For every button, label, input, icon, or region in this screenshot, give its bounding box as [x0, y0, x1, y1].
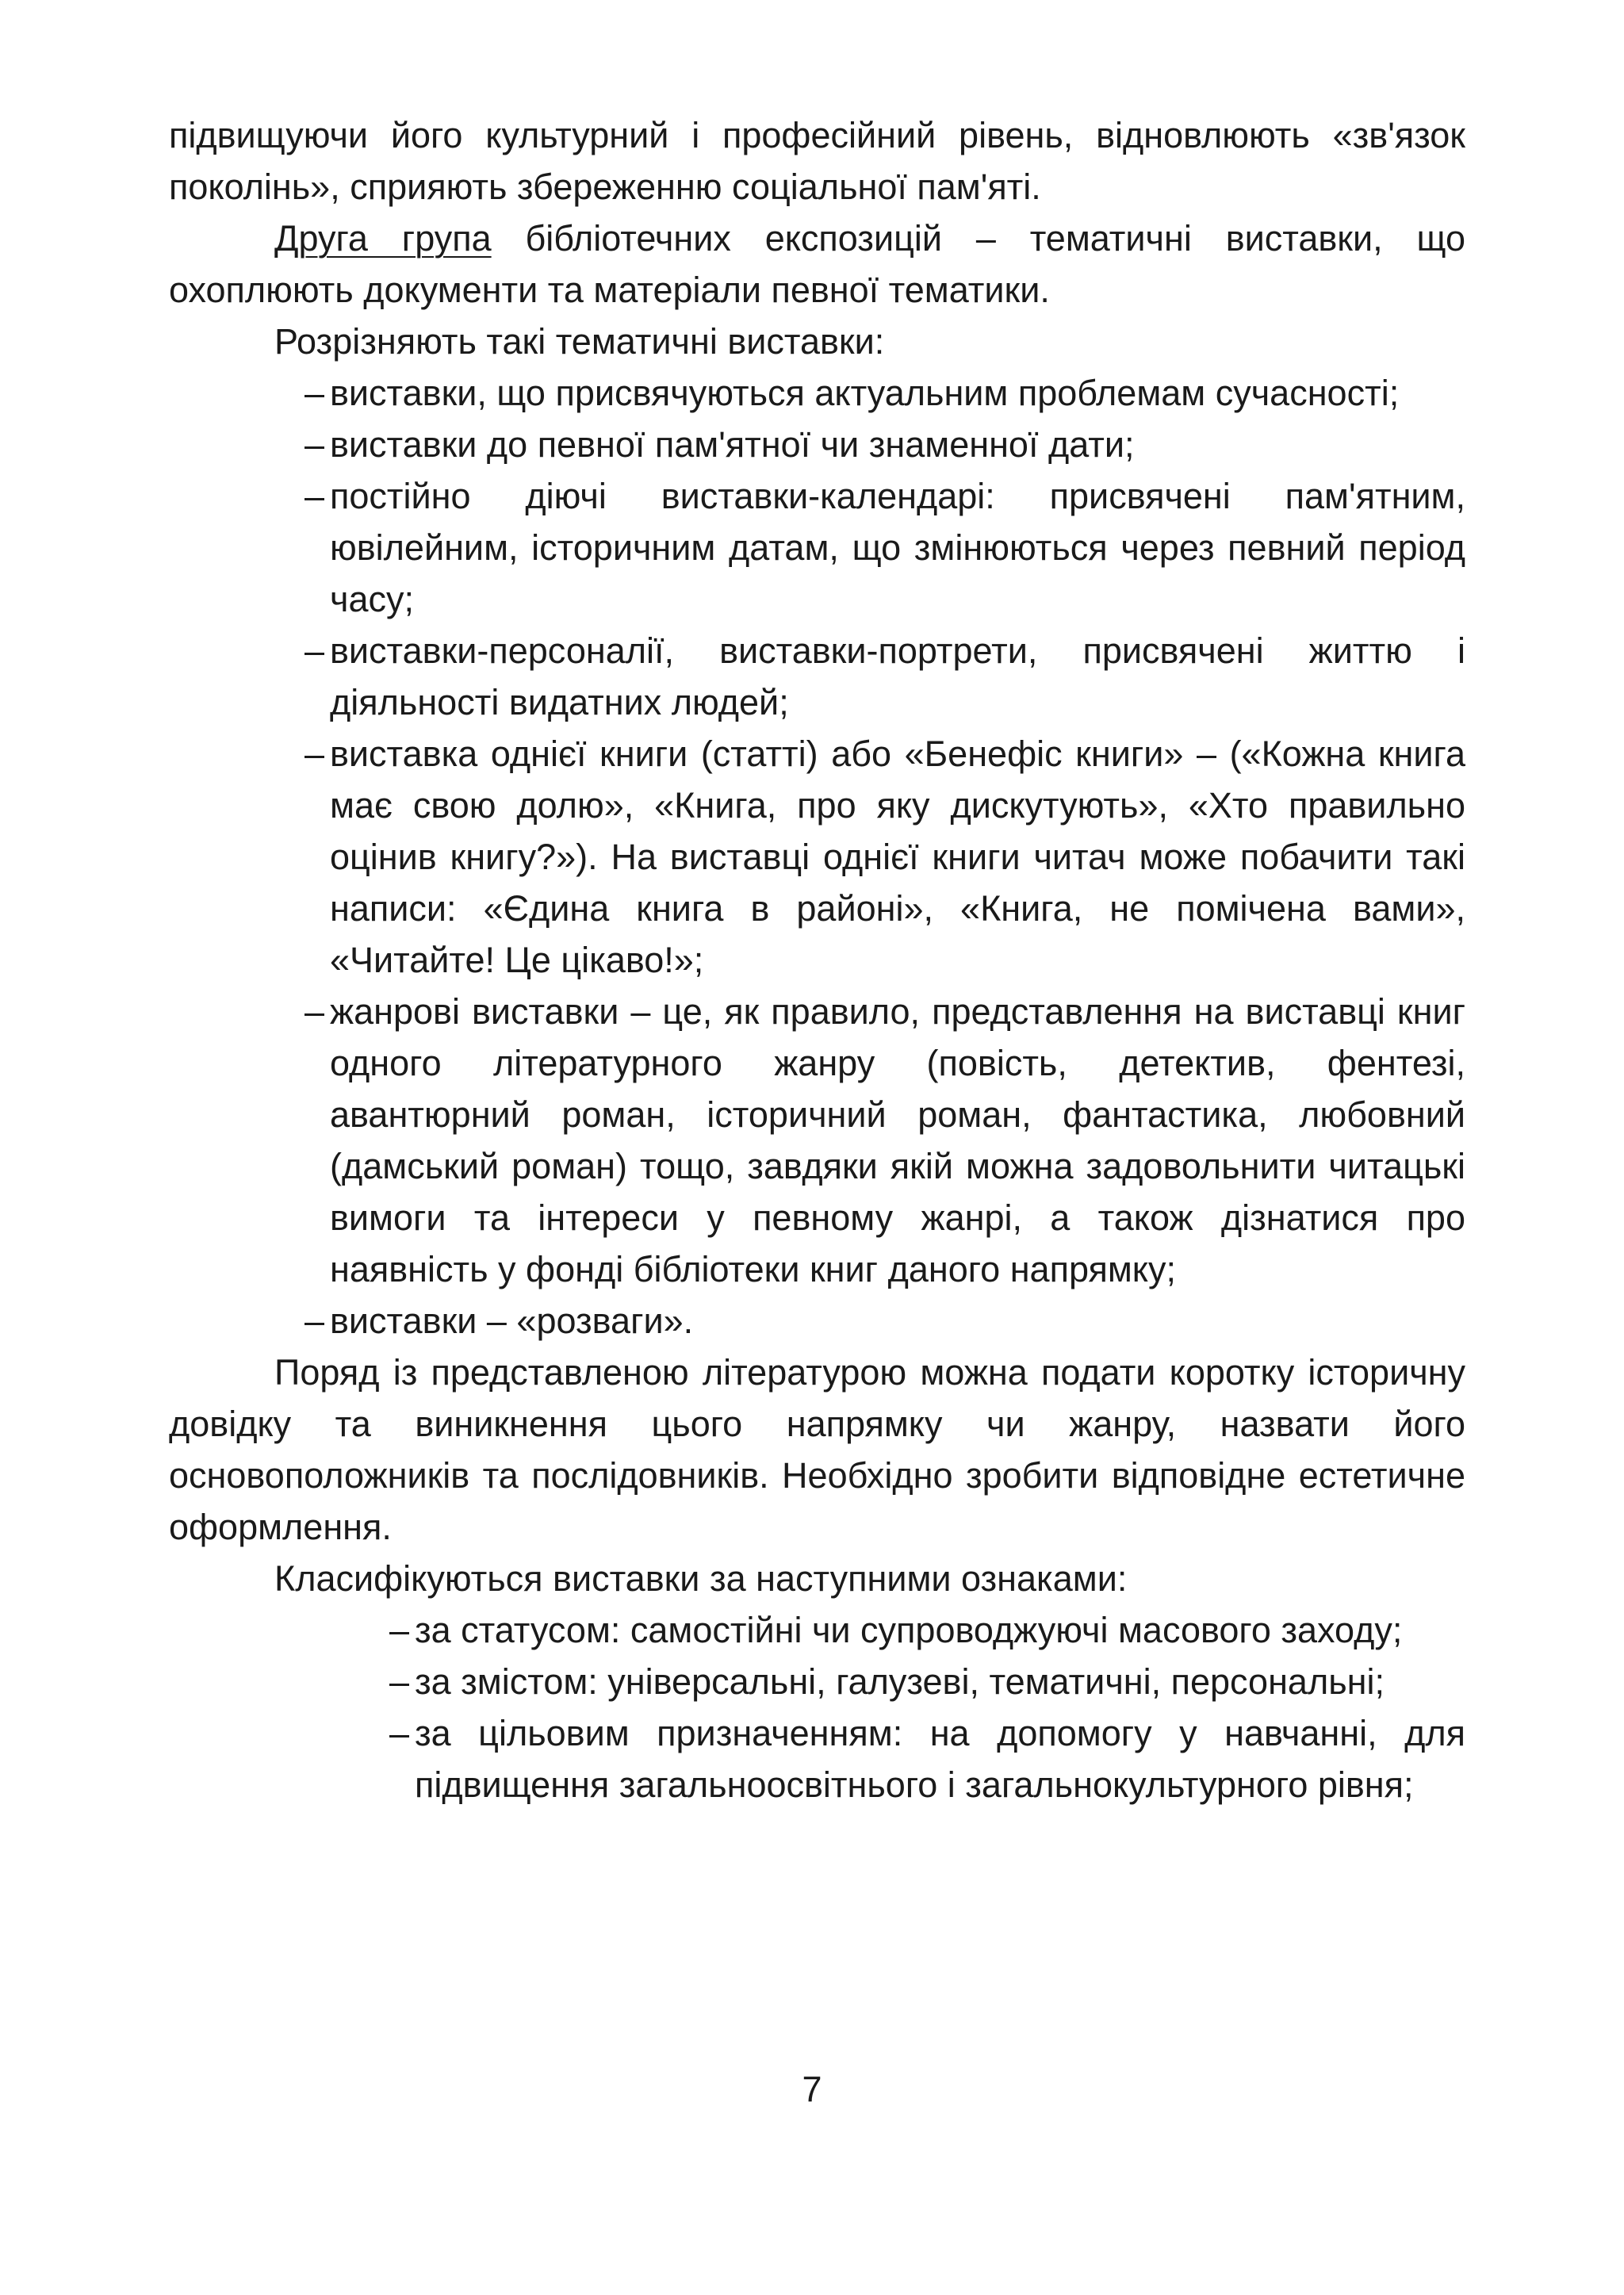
classification-list — [169, 1604, 1465, 1810]
dash-marker: – — [304, 630, 325, 671]
list-item: – виставки-персоналії, виставки-портрети, присвячені життю і діяльності видатних людей; — [330, 625, 1465, 728]
dash-marker: – — [389, 1610, 410, 1650]
list-item: – виставки – «розваги». — [330, 1295, 1465, 1347]
dash-marker: – — [304, 424, 325, 465]
paragraph-second-group-text: бібліотечних експозицій – тематичні виставки, що охоплюють документи та матеріали певної тематики. — [169, 218, 1465, 310]
thematic-exhibitions-list — [169, 367, 1465, 1347]
paragraph-list-intro: Розрізняють такі тематичні виставки: — [274, 321, 885, 362]
list-item: – за цільовим призначенням: на допомогу у навчанні, для підвищення загальноосвітнього і загальнокультурного рівня; — [415, 1707, 1465, 1810]
list-item: – виставки до певної пам'ятної чи знаменної дати; — [330, 419, 1465, 470]
page-body — [169, 109, 1465, 1810]
list-item: – за статусом: самостійні чи супроводжуючі масового заходу; — [415, 1604, 1465, 1656]
paragraph-classification-intro: Класифікуються виставки за наступними ознаками: — [274, 1558, 1128, 1599]
page-number: 7 — [802, 2069, 822, 2109]
list-item: – виставки, що присвячуються актуальним проблемам сучасності; — [330, 367, 1465, 419]
dash-marker: – — [389, 1661, 410, 1702]
list-item: – постійно діючі виставки-календарі: присвячені пам'ятним, ювілейним, історичним датам, що змінюються через певний період часу; — [330, 470, 1465, 625]
dash-marker: – — [304, 373, 325, 413]
paragraph-second-group — [169, 213, 1465, 316]
dash-marker: – — [304, 476, 325, 516]
dash-marker: – — [304, 991, 325, 1032]
list-item: – виставка однієї книги (статті) або «Бенефіс книги» – («Кожна книга має свою долю», «Книга, про яку дискутують», «Хто правильно оцінив книгу?»). На виставці однієї книги читач може побачити такі написи: «Єдина книга в районі», «Книга, не помічена вами», «Читайте! Це цікаво!»; — [330, 728, 1465, 986]
underlined-term: Друга група — [274, 218, 492, 259]
dash-marker: – — [389, 1713, 410, 1753]
list-item: – жанрові виставки – це, як правило, представлення на виставці книг одного літературного жанру (повість, детектив, фентезі, авантюрний роман, історичний роман, фантастика, любовний (дамський роман) тощо, завдяки якій можна задовольнити читацькі вимоги та інтереси у певному жанрі, а також дізнатися про наявність у фонді бібліотеки книг даного напрямку; — [330, 986, 1465, 1295]
dash-marker: – — [304, 1301, 325, 1341]
dash-marker: – — [304, 734, 325, 774]
paragraph-historical-note: Поряд із представленою літературою можна подати коротку історичну довідку та виникнення цього напрямку чи жанру, назвати його основоположників та послідовників. Необхідно зробити відповідне естетичне оформлення. — [169, 1352, 1465, 1547]
list-item: – за змістом: універсальні, галузеві, тематичні, персональні; — [415, 1656, 1465, 1707]
paragraph-continuation: підвищуючи його культурний і професійний рівень, відновлюють «зв'язок поколінь», сприяють збереженню соціальної пам'яті. — [169, 115, 1465, 207]
